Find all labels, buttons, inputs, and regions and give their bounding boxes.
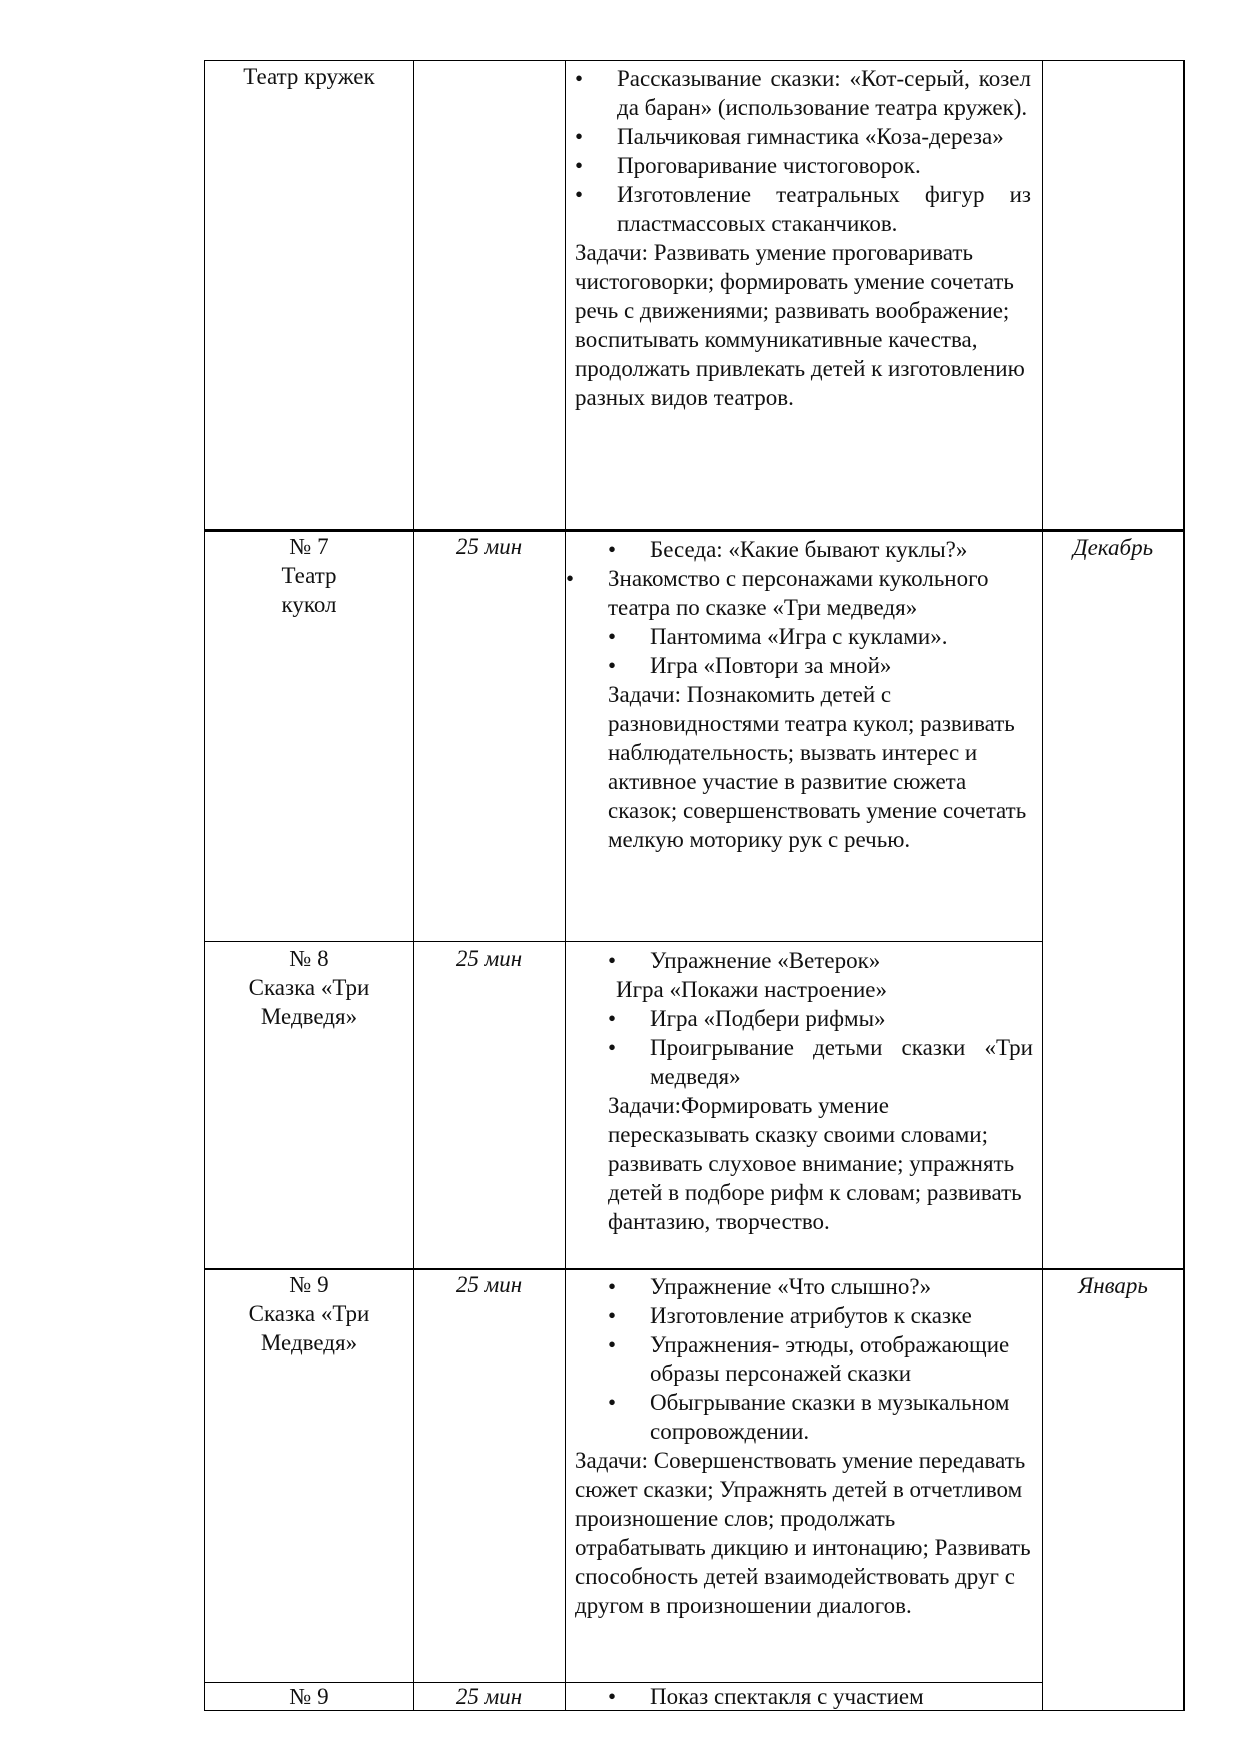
activities-cell: [608, 535, 1033, 854]
topic-cell: [214, 1270, 404, 1357]
activity-list: [575, 64, 1031, 238]
list-item: Игра «Покажи настроение»: [616, 977, 887, 1002]
duration-cell: [414, 944, 564, 973]
duration-text: 25 мин: [455, 1272, 523, 1297]
month-label: Декабрь: [1072, 535, 1154, 560]
table-divider-col3: [1042, 60, 1043, 1711]
list-item: • Беседа: «Какие бывают куклы?»: [575, 535, 1033, 564]
month-cell: [1043, 1271, 1183, 1300]
activities-cell: [575, 1272, 1031, 1620]
list-item: • Упражнения- этюды, отображающие образы персонажей сказки: [575, 1330, 1031, 1388]
lesson-number: № 9: [289, 1684, 329, 1709]
topic-title-line1: Сказка «Три: [248, 975, 370, 1000]
duration-cell: [414, 1682, 564, 1711]
activity-list: [575, 1682, 1031, 1711]
list-item: • Игра «Подбери рифмы»: [575, 1004, 1033, 1033]
list-item: • Знакомство с персонажами кукольного театра по сказке «Три медведя»: [575, 564, 1033, 622]
list-item: • Показ спектакля с участием: [575, 1682, 1031, 1711]
activities-cell: [575, 64, 1031, 412]
list-item: • Обыгрывание сказки в музыкальном сопровождении.: [575, 1388, 1031, 1446]
list-item: • Проигрывание детьми сказки «Три медведя»: [575, 1033, 1033, 1091]
tasks-text: Задачи:Формировать умение пересказывать сказку своими словами; развивать слуховое внимание; упражнять детей в подборе рифм к словам; развивать фантазию, творчество.: [608, 1093, 1022, 1234]
topic-cell: [214, 944, 404, 1031]
tasks-text: Задачи: Совершенствовать умение передавать сюжет сказки; Упражнять детей в отчетливом произношение слов; продолжать отрабатывать дикцию и интонацию; Развивать способность детей взаимодействовать друг с другом в произношении диалогов.: [575, 1448, 1031, 1618]
list-item: • Изготовление театральных фигур из пластмассовых стаканчиков.: [575, 180, 1031, 238]
topic-title-line1: Театр: [281, 563, 337, 588]
topic-title-line2: кукол: [281, 592, 337, 617]
topic-title-line2: Медведя»: [260, 1004, 358, 1029]
table-divider-col2: [565, 60, 566, 1711]
lesson-number: № 8: [289, 946, 329, 971]
topic-cell: [214, 62, 404, 91]
topic-cell: [214, 532, 404, 619]
table-border-right: [1183, 60, 1185, 1711]
list-item: • Пантомима «Игра с куклами».: [575, 622, 1033, 651]
lesson-number: № 9: [289, 1272, 329, 1297]
list-item: • Изготовление атрибутов к сказке: [575, 1301, 1031, 1330]
duration-text: 25 мин: [455, 534, 523, 559]
duration-cell: [414, 532, 564, 561]
row-separator-2: [204, 941, 1043, 942]
list-item: • Игра «Повтори за мной»: [575, 651, 1033, 680]
topic-cell: [214, 1682, 404, 1711]
table-border-left: [204, 60, 205, 1711]
activity-list: [575, 946, 1033, 1091]
topic-title: Театр кружек: [243, 64, 375, 89]
activity-list: [575, 1272, 1031, 1446]
list-item: • Упражнение «Ветерок»: [575, 946, 1033, 975]
list-item: • Пальчиковая гимнастика «Коза-дереза»: [575, 122, 1031, 151]
table-border-top: [204, 60, 1185, 61]
month-cell: [1043, 533, 1183, 562]
duration-cell: [414, 1270, 564, 1299]
list-item: • Упражнение «Что слышно?»: [575, 1272, 1031, 1301]
tasks-text: Задачи: Познакомить детей с разновидностями театра кукол; развивать наблюдательность; вызвать интерес и активное участие в развитие сюжета сказок; совершенствовать умение сочетать мелкую моторику рук с речью.: [608, 682, 1027, 852]
table-divider-col1: [413, 60, 414, 1711]
topic-title-line2: Медведя»: [260, 1330, 358, 1355]
duration-text: 25 мин: [455, 1684, 523, 1709]
list-item: • Рассказывание сказки: «Кот-серый, козел да баран» (использование театра кружек).: [575, 64, 1031, 122]
month-label: Январь: [1078, 1273, 1148, 1298]
list-item: • Проговаривание чистоговорок.: [575, 151, 1031, 180]
activities-cell: [575, 1682, 1031, 1711]
tasks-text: Задачи: Развивать умение проговаривать чистоговорки; формировать умение сочетать речь с движениями; развивать воображение; воспитывать коммуникативные качества, продолжать привлекать детей к изготовлению разных видов театров.: [575, 240, 1025, 410]
duration-text: 25 мин: [455, 946, 523, 971]
lesson-number: № 7: [289, 534, 329, 559]
topic-title-line1: Сказка «Три: [248, 1301, 370, 1326]
activities-cell: [608, 946, 1033, 1236]
activity-list: [575, 535, 1033, 680]
